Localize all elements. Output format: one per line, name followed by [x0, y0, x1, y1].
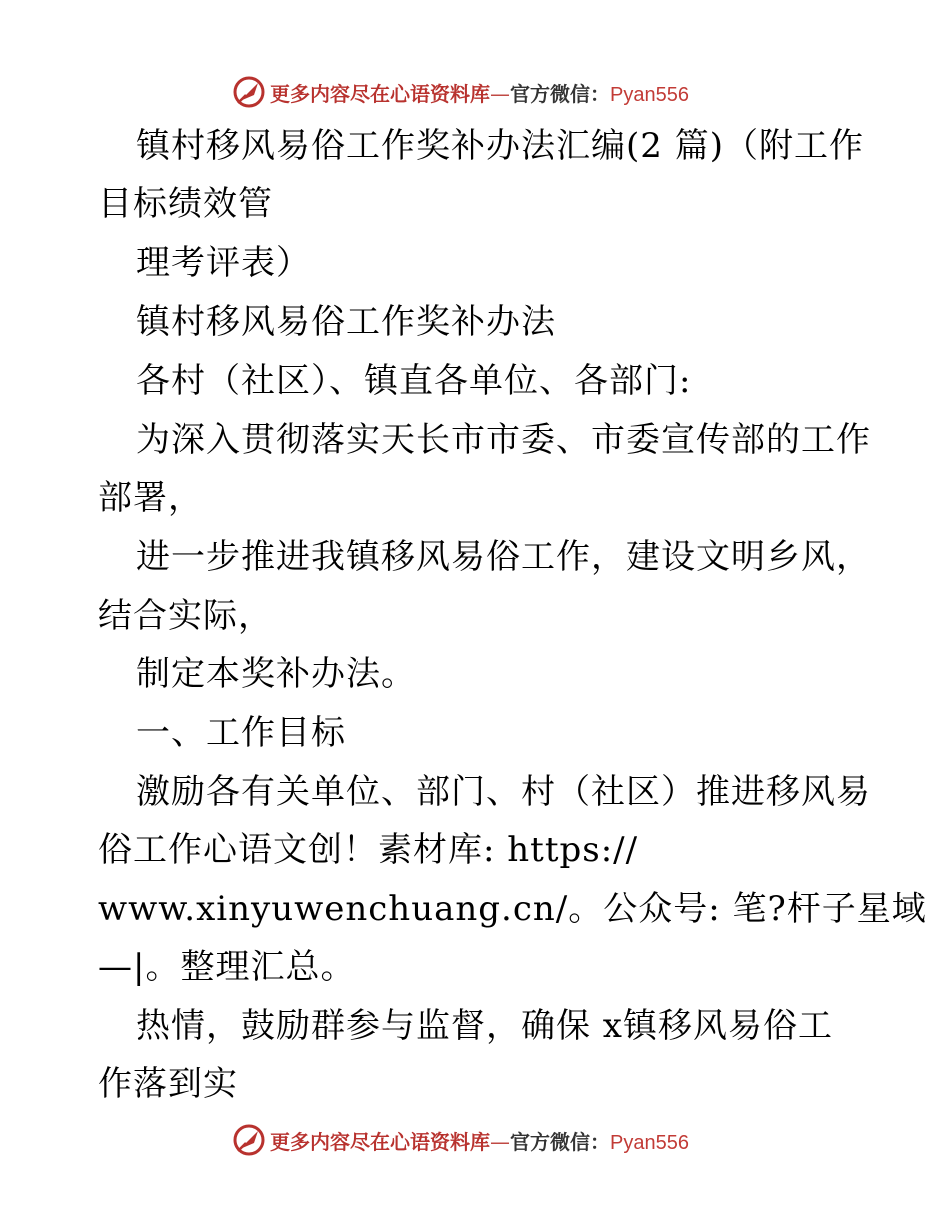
banner-account: Pyan556 — [610, 83, 689, 106]
paragraph-line: 结合实际， — [98, 596, 273, 636]
paragraph-line: 俗工作心语文创！素材库: https:// — [98, 830, 639, 870]
paragraph-line: 制定本奖补办法。 — [136, 654, 416, 694]
banner-dash: — — [490, 81, 510, 106]
header-banner — [232, 72, 722, 112]
banner-official-label: 官方微信： — [510, 1129, 610, 1154]
section-heading: 一、工作目标 — [136, 713, 346, 753]
banner-dash: — — [490, 1129, 510, 1154]
doc-title-line: 目标绩效管 — [98, 184, 273, 224]
paragraph-line: 进一步推进我镇移风易俗工作，建设文明乡风， — [136, 537, 871, 577]
footer-banner — [232, 1120, 722, 1160]
banner-official-label: 官方微信： — [510, 81, 610, 106]
paragraph-line: www.xinyuwenchuang.cn/。公众号: 笔?杆子星域 — [98, 889, 927, 929]
section-heading: 镇村移风易俗工作奖补办法 — [136, 302, 556, 342]
paragraph-line: 激励各有关单位、部门、村（社区）推进移风易 — [136, 772, 871, 812]
banner-account: Pyan556 — [610, 1131, 689, 1154]
banner-text — [270, 1126, 689, 1155]
banner-site-name: 更多内容尽在心语资料库 — [270, 1129, 490, 1154]
paragraph-line: 作落到实 — [98, 1064, 238, 1104]
quill-logo-icon — [232, 1123, 266, 1157]
addressee-line: 各村（社区）、镇直各单位、各部门: — [136, 361, 692, 401]
paragraph-line: 部署， — [98, 478, 203, 518]
quill-logo-icon — [232, 75, 266, 109]
paragraph-line: 热情，鼓励群参与监督，确保 x镇移风易俗工 — [136, 1006, 833, 1046]
paragraph-line: —|。整理汇总。 — [98, 947, 356, 987]
banner-site-name: 更多内容尽在心语资料库 — [270, 81, 490, 106]
paragraph-line: 为深入贯彻落实天长市市委、市委宣传部的工作 — [136, 420, 871, 460]
doc-title-line: 镇村移风易俗工作奖补办法汇编(2 篇)（附工作 — [136, 126, 864, 166]
doc-title-line: 理考评表） — [136, 243, 311, 283]
banner-text — [270, 78, 689, 107]
